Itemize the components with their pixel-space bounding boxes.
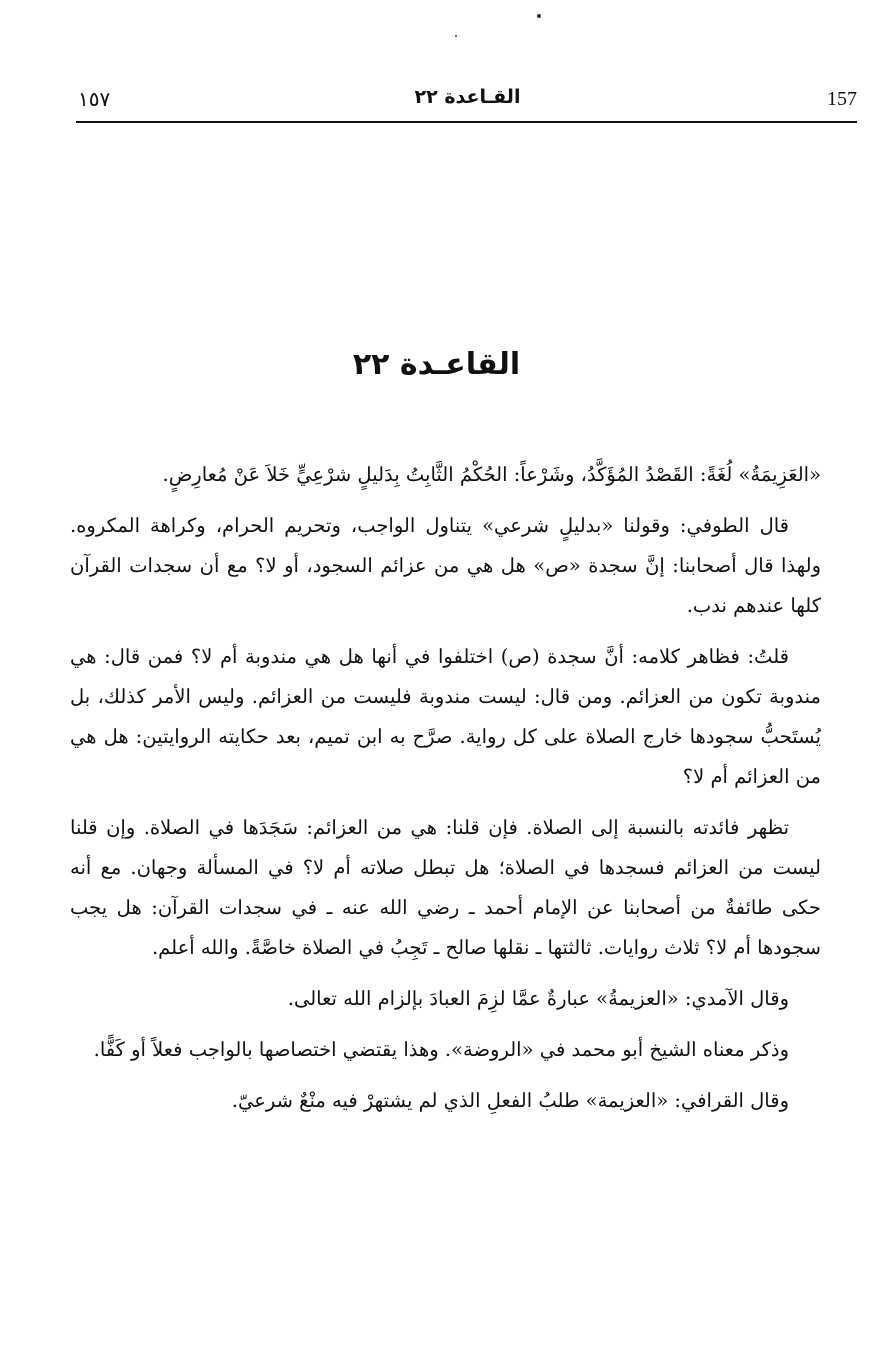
- paragraph-definition: «العَزِيمَةُ» لُغَةً: القَصْدُ المُؤَكَّدُ، وشَرْعاً: الحُكْمُ الثَّابِتُ بِدَليلٍ شرْعِيٍّ خَلاَ عَنْ مُعارِضٍ.: [162, 463, 821, 486]
- paragraph-rawda: وذكر معناه الشيخ أبو محمد في «الروضة». وهذا يقتضي اختصاصها بالواجب فعلاً أو كَفًّا.: [93, 1038, 789, 1061]
- running-header: [78, 84, 857, 114]
- paragraph-qarafi: وقال القرافي: «العزيمة» طلبُ الفعلِ الذي لم يشتهرْ فيه منْعٌ شرعيّ.: [231, 1089, 789, 1112]
- running-title: القـاعدة ٢٢: [414, 86, 521, 108]
- paragraph-amidi: وقال الآمدي: «العزيمةُ» عبارةٌ عمَّا لزِمَ العبادَ بإلزام الله تعالى.: [287, 987, 789, 1010]
- paragraph-benefit: تظهر فائدته بالنسبة إلى الصلاة. فإن قلنا: هي من العزائم: سَجَدَها في الصلاة. وإن قلنا ليست من العزائم فسجدها في الصلاة؛ هل تبطل صلاته أم لا؟ في المسألة وجهان. مع أنه حكى طائفةٌ من أصحابنا عن الإمام أحمد ـ رضي الله عنه ـ في سجدات القرآن: هل يجب سجودها أم لا؟ ثلاث روايات. ثالثتها ـ نقلها صالح ـ تَجِبُ في الصلاة خاصَّةً. والله أعلم.: [70, 816, 821, 959]
- page-number-latin: 157: [827, 88, 857, 110]
- chapter-title: القاعـدة ٢٢: [352, 347, 521, 382]
- paragraph-qultu: قلتُ: فظاهر كلامه: أنَّ سجدة (ص) اختلفوا في أنها هل هي مندوبة أم لا؟ فمن قال: هي مندوبة تكون من العزائم. ومن قال: ليست مندوبة فليست من العزائم. وليس الأمر كذلك، بل يُستَحبُّ سجودها خارج الصلاة على كل رواية. صرَّح به ابن تميم، بعد حكايته الروايتين: هل هي من العزائم أم لا؟: [70, 645, 821, 788]
- paragraph-tufi: قال الطوفي: وقولنا «بدليلٍ شرعي» يتناول الواجب، وتحريم الحرام، وكراهة المكروه. ولهذا قال أصحابنا: إنَّ سجدة «ص» هل هي من عزائم السجود، أو لا؟ مع أن سجدات القرآن كلها عندهم ندب.: [70, 514, 821, 617]
- scan-speck: [455, 35, 457, 37]
- scan-speck: [537, 14, 541, 18]
- body-text: [70, 455, 821, 1132]
- header-rule: [76, 121, 857, 123]
- page-number-arabic: ١٥٧: [78, 87, 111, 111]
